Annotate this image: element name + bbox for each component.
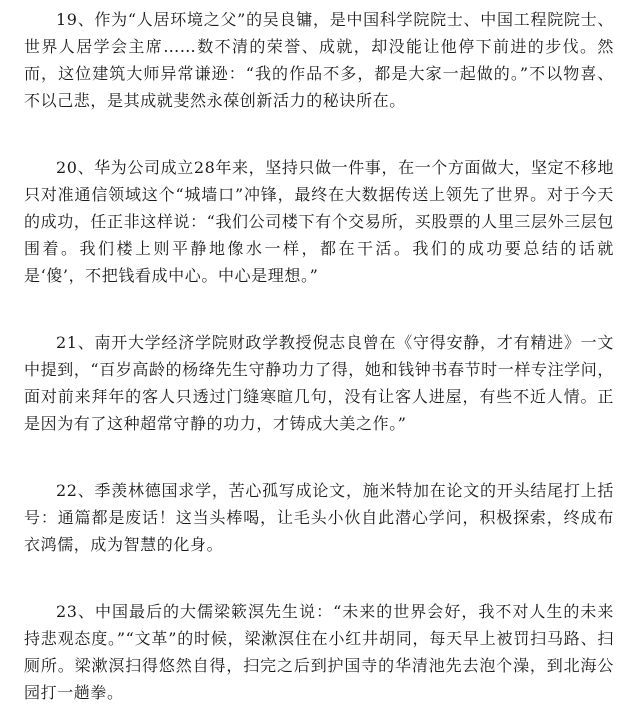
paragraph-21: 21、南开大学经济学院财政学教授倪志良曾在《守得安静，才有精进》一文中提到，“百岁高龄的杨绛先生守静功力了得，她和钱钟书春节时一样专注学问，面对前来拜年的客人只透过门缝寒暄几句，没有让客人进屋，有些不近人情。正是因为有了这种超常守静的功力，才铸成大美之作。”	[24, 333, 614, 433]
paragraph-20: 20、华为公司成立28年来，坚持只做一件事，在一个方面做大，坚定不移地只对准通信领域这个“城墙口”冲锋，最终在大数据传送上领先了世界。对于今天的成功，任正非这样说：“我们公司楼下有个交易所，买股票的人里三层外三层包围着。我们楼上则平静地像水一样，都在干活。我们的成功要总结的话就是‘傻’，不把钱看成中心。中心是理想。”	[24, 158, 614, 285]
paragraph-23: 23、中国最后的大儒梁簌溟先生说：“未来的世界会好，我不对人生的未来持悲观态度。”“文革”的时候，梁漱溟住在小红井胡同，每天早上被罚扫马路、扫厕所。梁漱溟扫得悠然自得，扫完之后到护国寺的华清池先去泡个澡，到北海公园打一趟拳。	[24, 602, 614, 702]
paragraph-22: 22、季羡林德国求学，苦心孤写成论文，施米特加在论文的开头结尾打上括号：通篇都是废话！这当头棒喝，让毛头小伙自此潜心学问，积极探索，终成布衣鸿儒，成为智慧的化身。	[24, 481, 614, 554]
paragraph-19: 19、作为“人居环境之父”的吴良镛，是中国科学院院士、中国工程院院士、世界人居学会主席……数不清的荣誉、成就，却没能让他停下前进的步伐。然而，这位建筑大师异常谦逊：“我的作品不多，都是大家一起做的。”不以物喜、不以己悲，是其成就斐然永葆创新活力的秘诀所在。	[24, 10, 614, 110]
